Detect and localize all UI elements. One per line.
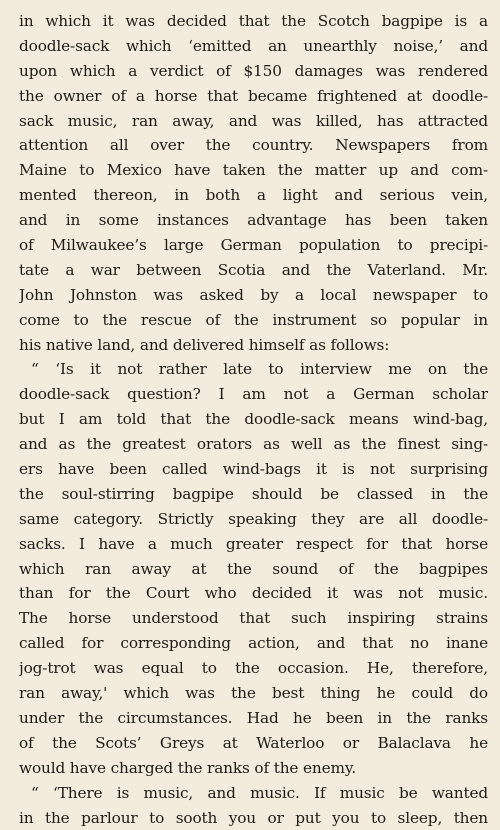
text-line: his native land, and delivered himself as follows: — [19, 333, 488, 358]
text-line: mented thereon, in both a light and serious vein, — [19, 183, 488, 208]
text-line: sack music, ran away, and was killed, has attracted — [19, 109, 488, 134]
text-line: of Milwaukee’s large German population to precipi- — [19, 233, 488, 258]
text-line: would have charged the ranks of the enemy. — [19, 756, 488, 781]
text-line: “ ‘Is it not rather late to interview me on the — [19, 357, 488, 382]
text-line: the soul-stirring bagpipe should be classed in the — [19, 482, 488, 507]
text-line: attention all over the country. Newspapers from — [19, 133, 488, 158]
text-line: ers have been called wind-bags it is not surprising — [19, 457, 488, 482]
text-line: in the parlour to sooth you or put you to sleep, then — [19, 806, 488, 830]
text-line: and as the greatest orators as well as the finest sing- — [19, 432, 488, 457]
text-line: tate a war between Scotia and the Vaterland. Mr. — [19, 258, 488, 283]
text-line: in which it was decided that the Scotch bagpipe is a — [19, 9, 488, 34]
text-line: The horse understood that such inspiring strains — [19, 606, 488, 631]
text-line: jog-trot was equal to the occasion. He, therefore, — [19, 656, 488, 681]
text-line: but I am told that the doodle-sack means wind-bag, — [19, 407, 488, 432]
text-line: doodle-sack question? I am not a German scholar — [19, 382, 488, 407]
text-line: Maine to Mexico have taken the matter up and com- — [19, 158, 488, 183]
text-line: upon which a verdict of $150 damages was rendered — [19, 59, 488, 84]
text-line: and in some instances advantage has been taken — [19, 208, 488, 233]
text-line: the owner of a horse that became frightened at doodle- — [19, 84, 488, 109]
text-line: under the circumstances. Had he been in the ranks — [19, 706, 488, 731]
text-line: same category. Strictly speaking they are all doodle- — [19, 507, 488, 532]
text-line: “ ‘There is music, and music. If music be wanted — [19, 781, 488, 806]
text-line: sacks. I have a much greater respect for that horse — [19, 532, 488, 557]
text-line: of the Scots’ Greys at Waterloo or Balaclava he — [19, 731, 488, 756]
text-line: than for the Court who decided it was not music. — [19, 581, 488, 606]
text-line: John Johnston was asked by a local newspaper to — [19, 283, 488, 308]
text-line: called for corresponding action, and that no inane — [19, 631, 488, 656]
text-line: come to the rescue of the instrument so popular in — [19, 308, 488, 333]
text-line: which ran away at the sound of the bagpipes — [19, 557, 488, 582]
text-line: doodle-sack which ‘emitted an unearthly noise,’ and — [19, 34, 488, 59]
text-line: ran away,' which was the best thing he could do — [19, 681, 488, 706]
